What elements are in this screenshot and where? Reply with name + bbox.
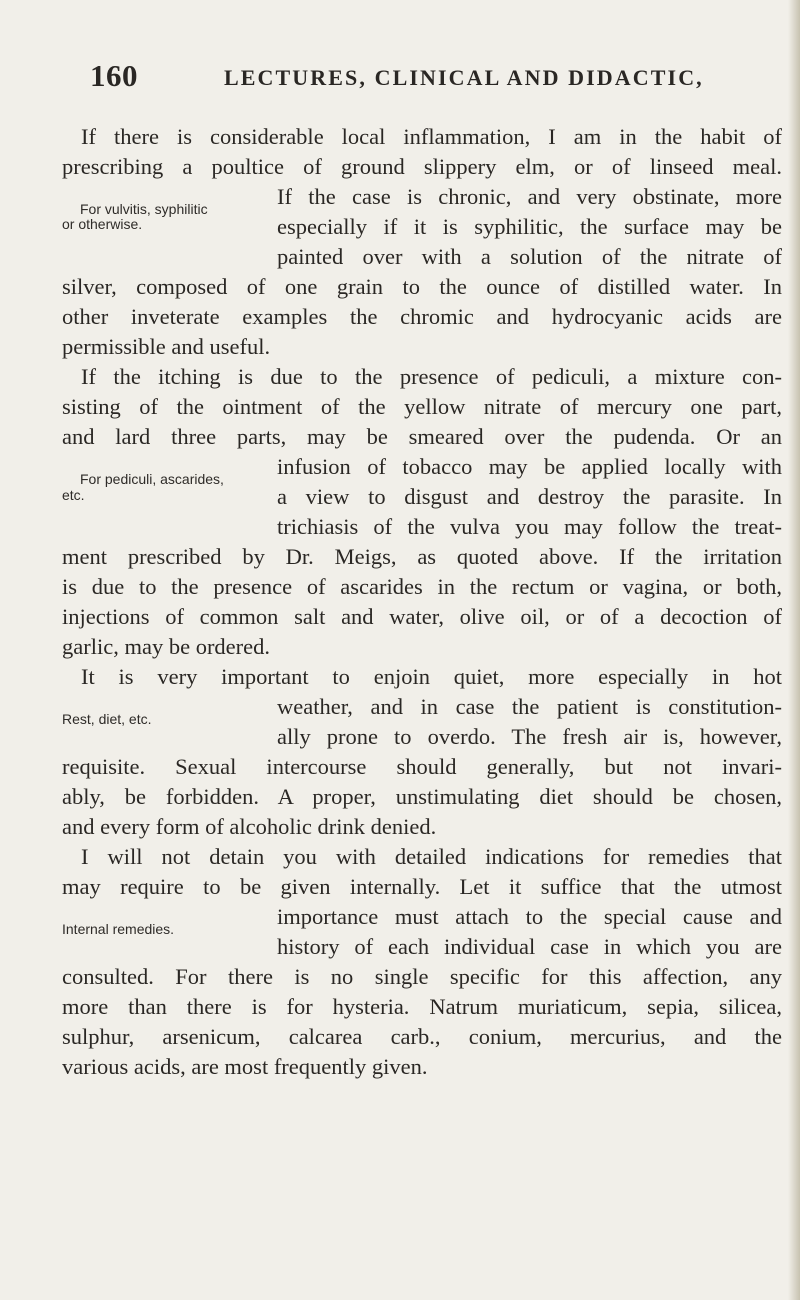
text-line: If there is considerable local inflammation, I am in the habit of — [81, 124, 782, 149]
margin-note: etc. — [62, 487, 85, 503]
text-line: sisting of the ointment of the yellow nitrate of mercury one part, — [62, 394, 782, 419]
text-line: prescribing a poultice of ground slippery elm, or of linseed meal. — [62, 154, 782, 179]
text-line: sulphur, arsenicum, calcarea carb., conium, mercurius, and the — [62, 1024, 782, 1049]
text-line: various acids, are most frequently given. — [62, 1054, 428, 1079]
page-number: 160 — [90, 58, 138, 93]
text-line: more than there is for hysteria. Natrum muriaticum, sepia, silicea, — [62, 994, 782, 1019]
running-head — [0, 58, 800, 98]
text-line: and every form of alcoholic drink denied. — [62, 814, 437, 839]
margin-note: For vulvitis, syphilitic — [80, 201, 208, 217]
text-line: ally prone to overdo. The fresh air is, however, — [277, 724, 782, 749]
text-line: garlic, may be ordered. — [62, 634, 271, 659]
text-line: painted over with a solution of the nitrate of — [277, 244, 782, 269]
text-line: importance must attach to the special cause and — [277, 904, 782, 929]
text-line: ably, be forbidden. A proper, unstimulating diet should be chosen, — [62, 784, 782, 809]
text-line: I will not detain you with detailed indications for remedies that — [81, 844, 782, 869]
margin-note: or otherwise. — [62, 216, 143, 232]
page-edge-shadow — [788, 0, 800, 1300]
margin-note: For pediculi, ascarides, — [80, 471, 224, 487]
margin-note: Rest, diet, etc. — [62, 711, 152, 727]
text-line: infusion of tobacco may be applied locally with — [277, 454, 782, 479]
text-line: is due to the presence of ascarides in the rectum or vagina, or both, — [62, 574, 782, 599]
text-line: especially if it is syphilitic, the surface may be — [277, 214, 782, 239]
running-title: LECTURES, CLINICAL AND DIDACTIC, — [224, 65, 704, 90]
text-line: trichiasis of the vulva you may follow the treat- — [277, 514, 782, 539]
text-line: silver, composed of one grain to the ounce of distilled water. In — [62, 274, 782, 299]
text-line: permissible and useful. — [62, 334, 271, 359]
text-line: history of each individual case in which you are — [277, 934, 782, 959]
text-line: other inveterate examples the chromic and hydrocyanic acids are — [62, 304, 782, 329]
text-line: If the itching is due to the presence of pediculi, a mixture con- — [81, 364, 782, 389]
text-line: a view to disgust and destroy the parasite. In — [277, 484, 782, 509]
text-line: injections of common salt and water, olive oil, or of a decoction of — [62, 604, 782, 629]
margin-note: Internal remedies. — [62, 921, 175, 937]
text-line: If the case is chronic, and very obstinate, more — [277, 184, 782, 209]
text-line: weather, and in case the patient is constitution- — [277, 694, 782, 719]
text-line: may require to be given internally. Let it suffice that the utmost — [62, 874, 782, 899]
text-line: ment prescribed by Dr. Meigs, as quoted above. If the irritation — [62, 544, 782, 569]
text-line: It is very important to enjoin quiet, more especially in hot — [81, 664, 782, 689]
text-line: consulted. For there is no single specific for this affection, any — [62, 964, 782, 989]
text-line: requisite. Sexual intercourse should generally, but not invari- — [62, 754, 782, 779]
text-line: and lard three parts, may be smeared over the pudenda. Or an — [62, 424, 782, 449]
